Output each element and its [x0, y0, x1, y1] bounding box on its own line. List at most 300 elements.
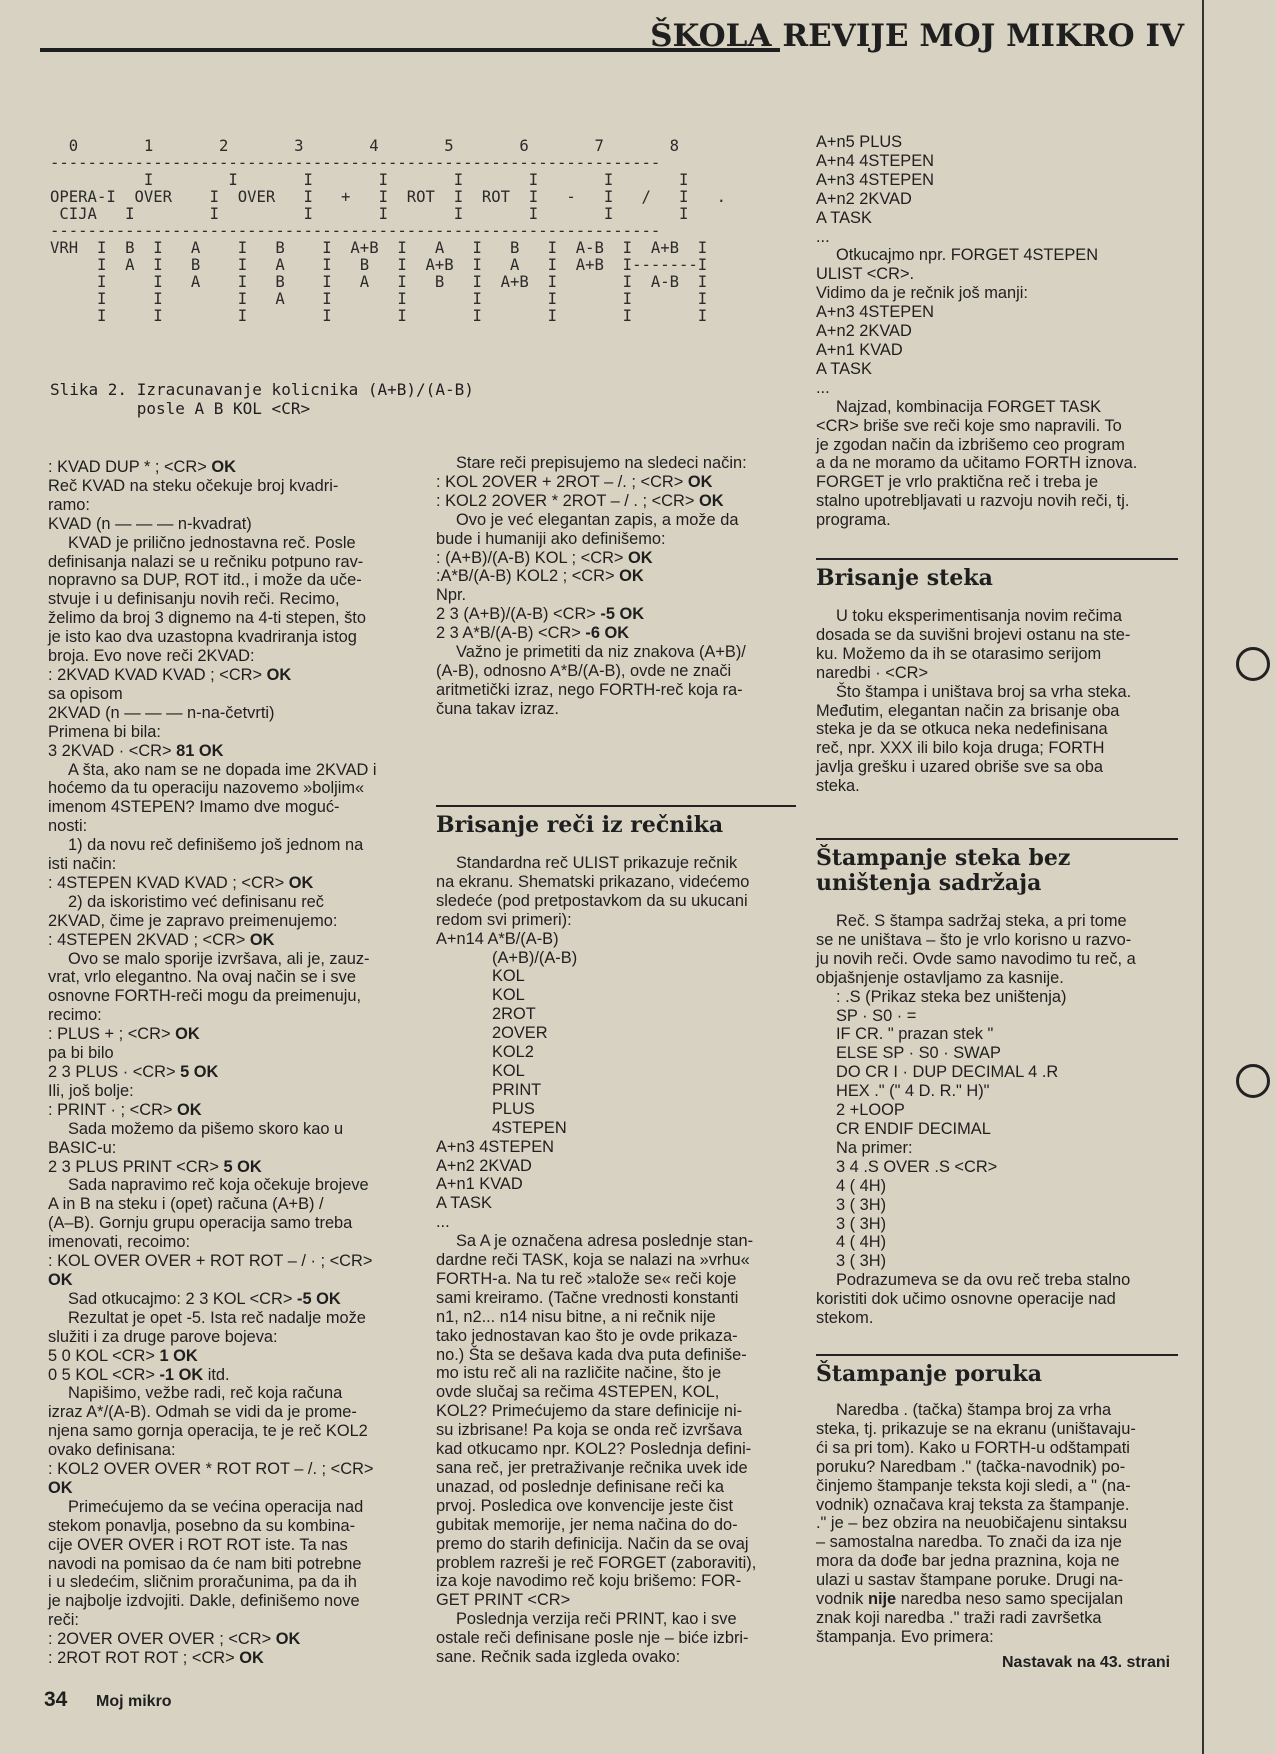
text-run: Ili, još bolje:	[48, 1081, 134, 1100]
text-run: Podrazumeva se da ovu reč treba stalno	[836, 1271, 1131, 1290]
text-line	[48, 628, 410, 647]
text-line	[48, 968, 410, 987]
text-run: 2 3 (A+B)/(A-B) <CR>	[436, 605, 601, 624]
text-run: steka je da se otkuca neka nedefinisana	[816, 720, 1108, 739]
text-line	[48, 1063, 410, 1082]
section-stampanje-poruka	[816, 1354, 1178, 1647]
bold-run: OK	[48, 1270, 73, 1289]
text-run: služiti i za druge parove bojeva:	[48, 1327, 278, 1346]
text-line	[48, 912, 410, 931]
text-run: cije OVER OVER i ROT ROT iste. Ta nas	[48, 1535, 348, 1554]
text-run: znak koji naredba ." traži radi završetka	[816, 1608, 1102, 1627]
text-line	[816, 777, 1178, 796]
text-line	[816, 209, 1178, 228]
text-run: 2ROT	[492, 1005, 536, 1024]
text-line	[48, 742, 410, 761]
text-line	[816, 190, 1178, 209]
text-run: ...	[816, 227, 830, 246]
text-line	[48, 1082, 410, 1101]
text-line	[436, 1497, 796, 1516]
text-run: A+n2 2KVAD	[816, 189, 912, 208]
text-line	[436, 1591, 796, 1610]
bold-run: OK	[628, 548, 653, 567]
text-line	[48, 1517, 410, 1536]
text-line	[816, 739, 1178, 758]
text-run: nopravno sa DUP, ROT itd., i može da uče-	[48, 571, 362, 590]
text-run: A TASK	[816, 359, 872, 378]
text-line	[48, 1044, 410, 1063]
bold-run: OK	[288, 873, 314, 892]
text-run: hoćemo da tu operaciju nazovemo »boljim«	[48, 779, 365, 798]
text-line	[436, 1327, 796, 1346]
text-run: : 4STEPEN KVAD KVAD ; <CR>	[48, 873, 289, 892]
text-line	[816, 1025, 1178, 1044]
text-run: (A+B)/(A-B)	[492, 948, 578, 967]
text-line	[816, 1309, 1178, 1328]
text-line	[48, 987, 410, 1006]
text-line	[816, 1458, 1178, 1477]
text-run: mo istu reč ali na različite načine, što je	[436, 1364, 722, 1383]
text-run: itd.	[203, 1365, 230, 1384]
text-line	[48, 761, 410, 780]
section-title: Štampanje steka bez uništenja sadržaja	[816, 838, 1178, 896]
text-run: : KOL2 2OVER * 2ROT – / . ; <CR>	[436, 491, 699, 510]
text-line	[48, 458, 410, 477]
text-line	[436, 1554, 796, 1573]
text-line	[436, 892, 796, 911]
figure-caption: Slika 2. Izracunavanje kolicnika (A+B)/(A-B) posle A B KOL <CR>	[50, 380, 474, 418]
text-run: ramo:	[48, 495, 90, 514]
text-run: KVAD je prilično jednostavna reč. Posle	[68, 533, 356, 552]
text-run: 3 ( 3H)	[836, 1195, 887, 1214]
text-line	[48, 931, 410, 950]
text-line	[436, 549, 796, 568]
text-line	[48, 1555, 410, 1574]
text-run: stalno upotrebljavati u razvoju novih reči, tj.	[816, 492, 1130, 511]
text-run: (A-B), odnosno A*B/(A-B), ovde ne znači	[436, 661, 732, 680]
text-line	[48, 1441, 410, 1460]
text-line	[816, 758, 1178, 777]
text-line	[436, 643, 796, 662]
text-run: CR ENDIF DECIMAL	[836, 1119, 991, 1138]
text-line	[436, 624, 796, 643]
bold-run: OK	[698, 491, 724, 510]
text-line	[48, 1536, 410, 1555]
text-run: : 2KVAD KVAD KVAD ; <CR>	[48, 665, 267, 684]
text-run: isti način:	[48, 855, 117, 874]
text-line	[48, 1422, 410, 1441]
text-run: ku. Možemo da ih se otarasimo serijom	[816, 644, 1102, 663]
text-line	[48, 496, 410, 515]
text-line	[436, 1043, 796, 1062]
text-run: imenom 4STEPEN? Imamo dve moguć-	[48, 798, 340, 817]
text-line	[816, 152, 1178, 171]
text-run: redom svi primeri):	[436, 910, 572, 929]
text-line	[436, 586, 796, 605]
text-run: A šta, ako nam se ne dopada ime 2KVAD i	[68, 760, 377, 779]
text-line	[48, 1630, 410, 1649]
text-run: 3 4 .S OVER .S <CR>	[836, 1157, 998, 1176]
text-run: Naredba . (tačka) štampa broj za vrha	[836, 1401, 1112, 1419]
text-run: dardne reči TASK, koja se nalazi na »vrhu«	[436, 1251, 750, 1270]
text-run: – samostalna naredba. To znači da iza nje	[816, 1533, 1122, 1552]
text-run: Međutim, elegantan način za brisanje oba	[816, 701, 1120, 720]
text-line	[816, 1158, 1178, 1177]
text-line	[436, 1629, 796, 1648]
text-run: je najbolje izdvojiti. Dakle, definišemo nove	[48, 1592, 360, 1611]
bold-run: 5 OK	[180, 1063, 219, 1081]
text-run: : 2ROT ROT ROT ; <CR>	[48, 1649, 240, 1668]
text-run: iza koje navodimo reč koju brišemo: FOR-	[436, 1572, 742, 1591]
text-run: no.) Šta se dešava kada dva puta definiše-	[436, 1345, 747, 1364]
text-line	[816, 246, 1178, 265]
text-run: Što štampa i uništava broj sa vrha steka.	[836, 682, 1132, 701]
text-line	[48, 1271, 410, 1290]
text-run: vrat, vrlo elegantno. Na ovaj način se i sve	[48, 968, 356, 987]
text-run: aritmetički izraz, nego FORTH-reč koja ra-	[436, 680, 743, 699]
text-run: steka, tj. prikazuje se na ekranu (uništavaju-	[816, 1419, 1136, 1438]
text-line	[48, 1479, 410, 1498]
text-line	[48, 685, 410, 704]
text-line	[48, 1233, 410, 1252]
text-line	[48, 534, 410, 553]
text-run: Sad otkucajmo: 2 3 KOL <CR>	[68, 1289, 297, 1308]
text-run: Najzad, kombinacija FORGET TASK	[836, 397, 1102, 416]
text-run: definisanja nalazi se u rečniku potpuno rav-	[48, 552, 364, 571]
text-run: sane. Rečnik sada izgleda ovako:	[436, 1648, 681, 1667]
text-line	[436, 681, 796, 700]
bold-run: OK	[619, 567, 644, 586]
text-line	[436, 530, 796, 549]
section-brisanje-reci	[436, 805, 796, 1667]
text-line	[48, 1366, 410, 1385]
section-body	[816, 607, 1178, 796]
text-line	[436, 1648, 796, 1667]
text-line	[816, 492, 1178, 511]
page-edge-rule	[1202, 0, 1204, 1754]
text-line	[436, 662, 796, 681]
text-run: Rezultat je opet -5. Ista reč nadalje može	[68, 1308, 366, 1327]
text-line	[48, 779, 410, 798]
text-run: 2OVER	[492, 1024, 548, 1043]
text-run: :A*B/(A-B) KOL2 ; <CR>	[436, 567, 620, 586]
text-line	[436, 854, 796, 873]
text-run: : (A+B)/(A-B) KOL ; <CR>	[436, 548, 629, 567]
text-line	[436, 1440, 796, 1459]
text-run: objašnjenje ostavljamo za kasnije.	[816, 968, 1064, 987]
text-run: 1) da novu reč definišemo još jednom na	[68, 836, 364, 855]
text-line	[436, 1402, 796, 1421]
text-run: PRINT	[492, 1080, 542, 1099]
text-line	[816, 1552, 1178, 1571]
text-run: ovako definisana:	[48, 1441, 176, 1460]
text-line	[436, 986, 796, 1005]
text-run: Stare reči prepisujemo na sledeci način:	[456, 454, 747, 472]
text-line	[436, 1610, 796, 1629]
text-line	[816, 950, 1178, 969]
text-run: želimo da broj 3 dignemo na 4-ti stepen, što	[48, 609, 366, 628]
magazine-name: Moj mikro	[96, 1693, 172, 1710]
column-1	[48, 458, 410, 1668]
bold-run: OK	[177, 1100, 202, 1119]
section-body	[816, 912, 1178, 1328]
text-run: sami kreiramo. (Tačne vrednosti konstanti	[436, 1288, 739, 1307]
text-run: (A–B). Gornju grupu operacija samo treba	[48, 1214, 353, 1233]
text-line	[816, 1007, 1178, 1026]
text-line	[816, 1290, 1178, 1309]
header-title: ŠKOLA REVIJE MOJ MIKRO IV	[650, 18, 1184, 54]
text-line	[48, 1347, 410, 1366]
text-run: <CR> briše sve reči koje smo napravili. To	[816, 416, 1122, 435]
page-number: 34	[44, 1688, 68, 1711]
text-line	[816, 1120, 1178, 1139]
text-line	[48, 1403, 410, 1422]
text-line	[436, 911, 796, 930]
column-3-top	[816, 133, 1178, 530]
text-run: su izbrisane! Pa koja se onda reč izvršava	[436, 1421, 743, 1440]
text-run: ...	[436, 1213, 450, 1232]
text-run: ulazi u sastav štampane poruke. Drugi na-	[816, 1571, 1124, 1590]
text-run: stekom.	[816, 1309, 874, 1328]
text-line	[816, 473, 1178, 492]
text-line	[816, 1496, 1178, 1515]
text-run: ." je – bez obzira na neuobičajenu sintaksu	[816, 1514, 1128, 1533]
text-line	[48, 1498, 410, 1517]
text-run: navodi na pomisao da će nam biti potrebne	[48, 1554, 362, 1573]
text-line	[436, 700, 796, 719]
text-run: A in B na steku i (opet) računa (A+B) /	[48, 1195, 324, 1214]
bold-run: OK	[687, 472, 713, 491]
text-run: javlja grešku i uzared obriše sve sa oba	[816, 758, 1103, 777]
bold-run: OK	[175, 1025, 200, 1044]
text-run: : KOL2 OVER OVER * ROT ROT – /. ; <CR>	[48, 1460, 374, 1479]
text-line	[816, 664, 1178, 683]
text-run: 2KVAD (n — — — n-na-četvrti)	[48, 703, 275, 722]
text-line	[48, 1195, 410, 1214]
text-line	[48, 1460, 410, 1479]
text-line	[436, 949, 796, 968]
text-run: stvuje i u definisanju novih reči. Recimo,	[48, 590, 340, 609]
text-run: 2 3 PLUS · <CR>	[48, 1063, 181, 1081]
text-line	[816, 303, 1178, 322]
text-run: 4 ( 4H)	[836, 1176, 887, 1195]
text-run: : KVAD DUP * ; <CR>	[48, 458, 212, 476]
text-line	[436, 1194, 796, 1213]
text-run: A+n14 A*B/(A-B)	[436, 929, 559, 948]
text-line	[48, 647, 410, 666]
text-run: A+n3 4STEPEN	[816, 303, 934, 322]
text-run: 2KVAD, čime je zapravo preimenujemo:	[48, 911, 338, 930]
text-run: vodnik	[816, 1590, 868, 1609]
text-line	[48, 950, 410, 969]
text-run: A TASK	[436, 1194, 492, 1213]
text-line	[816, 1401, 1178, 1420]
text-run: 3 ( 3H)	[836, 1252, 887, 1271]
text-run: Npr.	[436, 586, 467, 605]
binder-hole-icon	[1236, 647, 1270, 681]
text-run: sana reč, jer pretraživanje rečnika uvek ide	[436, 1459, 748, 1477]
text-line	[48, 515, 410, 534]
section-title: Štampanje poruka	[816, 1354, 1178, 1387]
text-line	[816, 1215, 1178, 1234]
text-line	[816, 1571, 1178, 1590]
text-line	[48, 704, 410, 723]
text-run: steka.	[816, 777, 860, 796]
text-line	[436, 511, 796, 530]
text-line	[816, 1177, 1178, 1196]
text-line	[816, 417, 1178, 436]
text-run: Ovo se malo sporije izvršava, ali je, zauz-	[68, 949, 370, 968]
text-run: FORGET je vrlo praktična reč i treba je	[816, 473, 1099, 492]
text-run: U toku eksperimentisanja novim rečima	[836, 607, 1123, 625]
text-run: recimo:	[48, 1006, 102, 1025]
text-line	[48, 1290, 410, 1309]
text-run: činjemo štampanje teksta koji sledi, a " (na-	[816, 1476, 1131, 1495]
text-line	[816, 1533, 1178, 1552]
text-run: A TASK	[816, 208, 872, 227]
text-run: : PLUS + ; <CR>	[48, 1025, 176, 1044]
text-line	[48, 1214, 410, 1233]
text-line	[816, 1420, 1178, 1439]
section-title: Brisanje reči iz rečnika	[436, 805, 796, 838]
text-line	[816, 1628, 1178, 1647]
text-run: naredbi · <CR>	[816, 663, 929, 682]
text-line	[436, 1081, 796, 1100]
text-run: Napišimo, vežbe radi, reč koja računa	[68, 1384, 343, 1403]
text-line	[436, 1119, 796, 1138]
text-line	[48, 1573, 410, 1592]
text-run: Sa A je označena adresa poslednje stan-	[456, 1232, 754, 1251]
text-line	[436, 967, 796, 986]
text-line	[48, 1025, 410, 1044]
text-run: njena samo gornja operacija, te je reč KOL2	[48, 1422, 368, 1441]
bold-run: OK	[211, 458, 236, 476]
text-line	[48, 666, 410, 685]
text-run: broja. Evo nove reči 2KVAD:	[48, 647, 255, 666]
text-run: : KOL 2OVER + 2ROT – /. ; <CR>	[436, 472, 688, 491]
text-run: KOL	[492, 1061, 525, 1080]
text-run: Važno je primetiti da niz znakova (A+B)/	[456, 643, 746, 662]
text-line	[816, 607, 1178, 626]
text-run: Primećujemo da se većina operacija nad	[68, 1497, 364, 1516]
bold-run: 1 OK	[159, 1346, 198, 1365]
text-run: A+n5 PLUS	[816, 133, 903, 151]
text-run: Vidimo da je rečnik još manji:	[816, 284, 1028, 303]
text-line	[48, 1592, 410, 1611]
text-run: ELSE SP · S0 · SWAP	[836, 1044, 1001, 1063]
text-run: koristiti dok učimo osnovne operacije nad	[816, 1290, 1116, 1309]
text-run: KOL2? Primećujemo da stare definicije ni-	[436, 1402, 743, 1421]
binder-hole-icon	[1236, 1064, 1270, 1098]
text-run: 2 +LOOP	[836, 1101, 905, 1120]
text-run: A+n1 KVAD	[816, 340, 903, 359]
text-run: Na primer:	[836, 1138, 913, 1157]
text-run: KOL2	[492, 1043, 534, 1062]
text-run: i u sledećim, sličnim proračunima, pa da ih	[48, 1573, 357, 1592]
text-run: Reč. S štampa sadržaj steka, a pri tome	[836, 912, 1127, 930]
text-run: KOL	[492, 986, 525, 1005]
text-line	[436, 1346, 796, 1365]
text-run: 3 2KVAD · <CR>	[48, 741, 177, 760]
text-line	[436, 1364, 796, 1383]
text-run: FORTH-a. Na tu reč »talože se« reči koje	[436, 1269, 737, 1288]
text-line	[48, 1120, 410, 1139]
text-run: n1, n2... n14 nisu bitne, a ni rečnik nije	[436, 1307, 716, 1326]
text-line	[48, 590, 410, 609]
text-line	[48, 874, 410, 893]
text-run: je isto kao dva uzastopna kvadriranja istog	[48, 628, 357, 647]
text-run: se ne uništava – što je vrlo korisno u razvo-	[816, 930, 1132, 949]
text-line	[816, 626, 1178, 645]
text-line	[816, 645, 1178, 664]
text-line	[48, 1611, 410, 1630]
section-brisanje-steka	[816, 558, 1178, 796]
text-run: ULIST <CR>.	[816, 265, 915, 284]
text-run: : PRINT · ; <CR>	[48, 1100, 178, 1119]
text-line	[48, 798, 410, 817]
text-run: KVAD (n — — — n-kvadrat)	[48, 514, 252, 533]
text-line	[436, 1516, 796, 1535]
text-run: ...	[816, 378, 830, 397]
text-line	[436, 1100, 796, 1119]
text-line	[816, 171, 1178, 190]
text-line	[48, 1384, 410, 1403]
text-line	[436, 1383, 796, 1402]
text-line	[436, 567, 796, 586]
text-run: A+n1 KVAD	[436, 1175, 523, 1194]
bold-run: 81 OK	[176, 741, 224, 760]
text-run: Ovo je već elegantan zapis, a može da	[456, 510, 739, 529]
text-line	[816, 683, 1178, 702]
text-run: PLUS	[492, 1099, 535, 1118]
text-line	[816, 228, 1178, 247]
text-line	[436, 1157, 796, 1176]
text-run: : KOL OVER OVER + ROT ROT – / · ; <CR>	[48, 1252, 373, 1271]
text-run: Reč KVAD na steku očekuje broj kvadri-	[48, 476, 339, 495]
text-line	[816, 1063, 1178, 1082]
text-run: stekom ponavlja, posebno da su kombina-	[48, 1516, 356, 1535]
text-line	[816, 720, 1178, 739]
text-run: 3 ( 3H)	[836, 1214, 887, 1233]
text-line	[816, 1233, 1178, 1252]
text-run: mora da dođe bar jedna praznina, koja ne	[816, 1552, 1120, 1571]
text-line	[48, 1101, 410, 1120]
text-run: kad otkucamo npr. KOL2? Poslednja defini-	[436, 1440, 752, 1459]
text-run: : 4STEPEN 2KVAD ; <CR>	[48, 930, 250, 949]
text-run: poruku? Naredbam ." (tačka-navodnik) po-	[816, 1457, 1126, 1476]
text-run: vodnik) označava kraj teksta za štampanje.	[816, 1495, 1130, 1514]
text-line	[48, 817, 410, 836]
text-run: je zgodan način da izbrišemo ceo program	[816, 435, 1125, 454]
text-run: unazad, od poslednje definisane reči ka	[436, 1477, 724, 1496]
text-line	[816, 1139, 1178, 1158]
text-line	[48, 855, 410, 874]
text-line	[436, 1213, 796, 1232]
text-line	[48, 836, 410, 855]
text-run: izraz A*/(A-B). Odmah se vidi da je prome-	[48, 1403, 357, 1422]
text-line	[816, 341, 1178, 360]
text-run: A+n2 2KVAD	[816, 322, 912, 341]
text-run: a da ne moramo da učitamo FORTH iznova.	[816, 454, 1138, 473]
text-run: bude i humaniji ako definišemo:	[436, 529, 666, 548]
text-line	[816, 1196, 1178, 1215]
text-line	[436, 492, 796, 511]
text-line	[436, 1024, 796, 1043]
text-run: Otkucajmo npr. FORGET 4STEPEN	[836, 246, 1099, 265]
text-line	[816, 454, 1178, 473]
text-line	[816, 1477, 1178, 1496]
text-run: Standardna reč ULIST prikazuje rečnik	[456, 854, 738, 872]
